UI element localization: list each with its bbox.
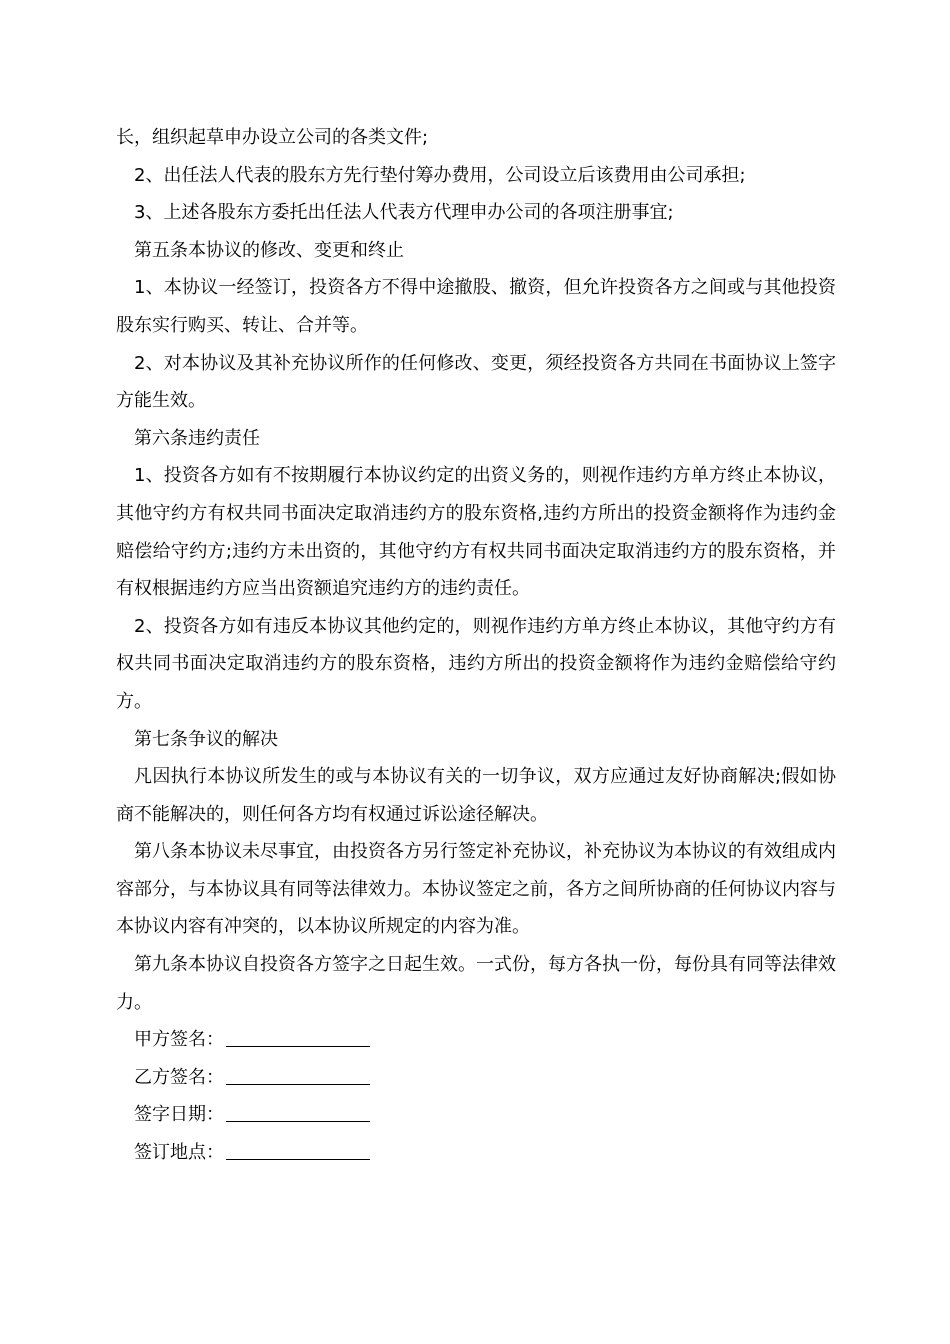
document-body xyxy=(116,119,836,1172)
signature-label: 乙方签名： xyxy=(134,1066,224,1088)
heading-article-7: 第七条争议的解决 xyxy=(134,728,278,750)
signature-row-date xyxy=(116,1096,836,1134)
paragraph-clause-4-item-3: 3、上述各股东方委托出任法人代表方代理申办公司的各项注册事宜; xyxy=(134,202,674,224)
paragraph-article-6-item-1: 1、投资各方如有不按期履行本协议约定的出资义务的，则视作违约方单方终止本协议，其他守约方有权共同书面决定取消违约方的股东资格,违约方所出的投资金额将作为违约金赔偿给守约方;违约方未出资的，其他守约方有权共同书面决定取消违约方的股东资格，并有权根据违约方应当出资额追究违约方的违约责任。 xyxy=(116,465,836,600)
signature-label: 签订地点： xyxy=(134,1142,224,1164)
signature-row-party-b xyxy=(116,1059,836,1097)
signature-row-party-a xyxy=(116,1021,836,1059)
paragraph-article-9: 第九条本协议自投资各方签字之日起生效。一式份，每方各执一份，每份具有同等法律效力。 xyxy=(116,954,836,1013)
heading-article-5: 第五条本协议的修改、变更和终止 xyxy=(134,239,404,261)
signature-blank-line[interactable] xyxy=(226,1141,370,1160)
paragraph-article-8: 第八条本协议未尽事宜，由投资各方另行签定补充协议，补充协议为本协议的有效组成内容部分，与本协议具有同等法律效力。本协议签定之前，各方之间所协商的任何协议内容与本协议内容有冲突的，以本协议所规定的内容为准。 xyxy=(116,841,836,938)
paragraph-clause-4-item-2: 2、出任法人代表的股东方先行垫付筹办费用，公司设立后该费用由公司承担; xyxy=(134,164,746,186)
signature-row-place xyxy=(116,1134,836,1172)
paragraph-article-6-item-2: 2、投资各方如有违反本协议其他约定的，则视作违约方单方终止本协议，其他守约方有权共同书面决定取消违约方的股东资格，违约方所出的投资金额将作为违约金赔偿给守约方。 xyxy=(116,615,836,712)
signature-blank-line[interactable] xyxy=(226,1066,370,1085)
paragraph-article-7-body: 凡因执行本协议所发生的或与本协议有关的一切争议，双方应通过友好协商解决;假如协商不能解决的，则任何各方均有权通过诉讼途径解决。 xyxy=(116,766,836,825)
signature-blank-line[interactable] xyxy=(226,1103,370,1122)
signature-label: 甲方签名： xyxy=(134,1029,224,1051)
paragraph-continuation: 长，组织起草申办设立公司的各类文件; xyxy=(116,127,429,148)
paragraph-article-5-item-2: 2、对本协议及其补充协议所作的任何修改、变更，须经投资各方共同在书面协议上签字方能生效。 xyxy=(116,352,836,412)
heading-article-6: 第六条违约责任 xyxy=(134,427,260,449)
paragraph-article-5-item-1: 1、本协议一经签订，投资各方不得中途撤股、撤资，但允许投资各方之间或与其他投资股东实行购买、转让、合并等。 xyxy=(116,277,836,336)
signature-blank-line[interactable] xyxy=(226,1028,370,1047)
signature-label: 签字日期： xyxy=(134,1104,224,1126)
